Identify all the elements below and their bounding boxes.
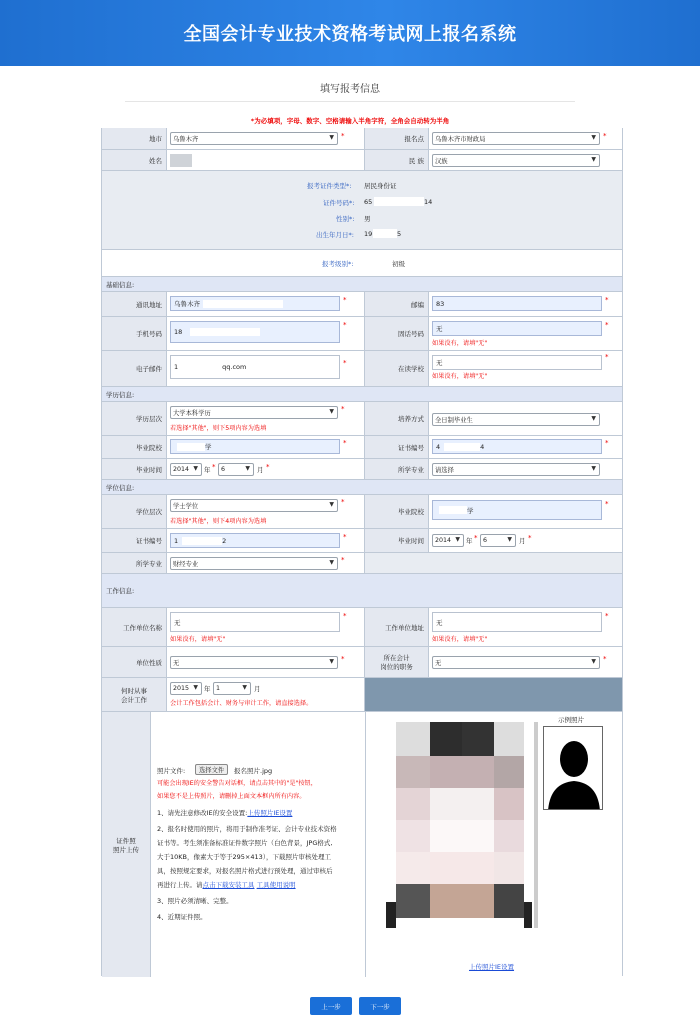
edu-major-label: 所学专业	[364, 459, 428, 479]
edu-school-label: 毕业院校	[102, 436, 166, 458]
deg-cert-label: 证书编号	[102, 529, 166, 552]
unit-addr-input[interactable]: 无	[432, 612, 602, 632]
chevron-down-icon: ▼	[455, 536, 460, 543]
chevron-down-icon: ▼	[329, 559, 334, 566]
edu-level-label: 学历层次	[102, 402, 166, 435]
since-year-select[interactable]: 2015 ▼	[170, 682, 202, 695]
work-section-header: 工作信息:	[102, 573, 622, 607]
title-divider	[125, 101, 575, 102]
edu-level-hint: 若选择"其他"，则下5项内容为选填	[170, 425, 267, 432]
diqu-label: 地市	[102, 128, 166, 149]
since-label: 何时从事 会计工作	[102, 678, 166, 711]
email-input[interactable]: 1 qq.com	[170, 355, 340, 379]
page-header	[0, 0, 700, 66]
minzu-label: 民 族	[364, 150, 428, 170]
mobile-input[interactable]: 18	[170, 321, 340, 343]
chevron-down-icon: ▼	[245, 465, 250, 472]
doc-no-suffix: 14	[424, 198, 433, 206]
doc-type-label: 报考证件类型*:	[307, 182, 352, 190]
prev-step-button[interactable]: 上一步	[310, 997, 352, 1015]
gender-label: 性别*:	[336, 215, 355, 223]
basic-section-header: 基础信息:	[102, 276, 622, 291]
school-hint: 如果没有，请填"无"	[432, 373, 488, 380]
level-label: 报考级别*:	[322, 260, 354, 268]
deg-month-select[interactable]: 6 ▼	[480, 534, 516, 547]
deg-level-label: 学位层次	[102, 495, 166, 528]
next-step-button[interactable]: 下一步	[359, 997, 401, 1015]
edu-year-select[interactable]: 2014 ▼	[170, 463, 202, 476]
chevron-down-icon: ▼	[329, 134, 334, 141]
form-title: 填写报考信息	[320, 84, 380, 95]
sample-photo-label: 示例照片	[558, 716, 584, 724]
chevron-down-icon: ▼	[507, 536, 512, 543]
birth-label: 出生年月日*:	[316, 231, 354, 239]
chevron-down-icon: ▼	[591, 658, 596, 665]
edu-month-select[interactable]: 6 ▼	[218, 463, 254, 476]
doc-no-prefix: 65	[364, 198, 373, 206]
address-label: 通讯地址	[102, 292, 166, 316]
system-title: 全国会计专业技术资格考试网上报名系统	[183, 24, 517, 45]
education-section-header: 学历信息:	[102, 386, 622, 401]
degree-section-header: 学位信息:	[102, 479, 622, 494]
mobile-label: 手机号码	[102, 317, 166, 350]
edu-time-label: 毕业时间	[102, 459, 166, 479]
diqu-select[interactable]: 乌鲁木齐 ▼	[170, 132, 338, 145]
minzu-select[interactable]: 汉族 ▼	[432, 154, 600, 167]
deg-school-label: 毕业院校	[364, 495, 428, 528]
birth-suffix: 5	[397, 230, 402, 238]
doc-no-label: 证件号码*:	[323, 199, 355, 207]
required-notice: *为必填项，字母、数字、空格请输入半角字符，全角会自动转为半角	[250, 117, 450, 125]
deg-time-label: 毕业时间	[364, 529, 428, 552]
chevron-down-icon: ▼	[329, 658, 334, 665]
edu-level-select[interactable]: 大学本科学历 ▼	[170, 406, 338, 419]
nature-label: 单位性质	[102, 647, 166, 677]
edu-major-select[interactable]: 请选择 ▼	[432, 463, 600, 476]
upload-ie-settings-link[interactable]: 上传照片IE设置	[469, 963, 515, 971]
nature-select[interactable]: 无 ▼	[170, 656, 338, 669]
unit-name-input[interactable]: 无	[170, 612, 340, 632]
gender-value: 男	[364, 215, 371, 223]
since-hint: 会计工作包括会计、财务与审计工作，请直接选择。	[170, 700, 313, 707]
sample-photo	[543, 726, 603, 810]
tool-guide-link[interactable]: 工具使用说明	[256, 881, 296, 889]
phone-hint: 如果没有，请填"无"	[432, 340, 488, 347]
school-input[interactable]: 无	[432, 355, 602, 370]
baomingdian-select[interactable]: 乌鲁木齐市财政局 ▼	[432, 132, 600, 145]
edu-mode-select[interactable]: 全日制毕业生 ▼	[432, 413, 600, 426]
photo-label: 证件照 照片上传	[102, 712, 150, 977]
email-label: 电子邮件	[102, 351, 166, 386]
deg-school-input[interactable]: 学	[432, 500, 602, 520]
name-label: 姓名	[102, 150, 166, 170]
chevron-down-icon: ▼	[329, 501, 334, 508]
chevron-down-icon: ▼	[242, 684, 247, 691]
unit-addr-label: 工作单位地址	[364, 608, 428, 646]
chevron-down-icon: ▼	[591, 156, 596, 163]
registration-form: 地市 乌鲁木齐 ▼ * 报名点 乌鲁木齐市财政局 ▼ * 姓名 民 族 汉族 ▼ 报考证件类型*: 居民身份证 证件号码*: 65 14 性别*: 男 出生年月日*: 19 5 报考级别*: 初级 基础信息: 通讯地址 乌鲁木齐 * 邮编 83 * 手机号码 18 * 固话号码 无 * 如果没有，请填"无" 电子邮件 1 qq.com * 在读学校 无 * 如果没有，请填"无" 学历信息: 学历层次 大学本科学历 ▼ * 若选择"其他"，则下5项内容为选填 培养方式 全日制毕业生 ▼ 毕业院校 学 * 证书编号 4 4 * 毕业时间 2014 ▼ 年 * 6 ▼ 月 * 所学专业 请选择 ▼ 学位信息: 学位层次 学士学位 ▼ * 若选择"其他"，则下4项内容为选填 毕业院校 学 * 证书编号 1 2 * 毕业时间 2014 ▼ 年 * 6 ▼ 月 * 所学专业 财经专业 ▼ * 工作信息: 工作单位名称 无 * 如果没有，请填"无" 工作单位地址 无 * 如果没有，请填"无" 单位性质 无 ▼ * 所在会计 岗位的职务 无 ▼ * 何时从事 会计工作 2015 ▼ 年 1 ▼ 月 会计工作包括会计、财务与审计工作，请直接选择。 证件照 照片上传 照片文件: 选择文件 报名照片.jpg 可能会出现IE的安全警告对话框，请点击其中的"是"按钮， 如果您不是上传照片，请删掉上面文本框内所有内容。 1、请先注意修改IE的安全设置:上传照片IE设置 2、报名时使用的照片，将用于制作准考证、会计专业技术资格 证书等。考生须准备标准证件数字照片（白色背景，JPG格式, 大于10KB，像素大于等于295×413），下载照片审核处理工 具，按照规定要求，对报名照片格式进行预处理，通过审核后 再进行上传。请点击下载安装工具 工具使用说明 3、照片必须清晰、完整。 4、近期证件照。 示例照片 上传照片IE设置	[101, 128, 623, 976]
name-value	[170, 154, 192, 167]
download-tool-link[interactable]: 点击下载安装工具	[202, 881, 255, 889]
choose-file-button[interactable]: 选择文件	[195, 764, 228, 775]
since-month-select[interactable]: 1 ▼	[213, 682, 251, 695]
postcode-label: 邮编	[364, 292, 428, 316]
unit-addr-hint: 如果没有，请填"无"	[432, 636, 488, 643]
unit-name-hint: 如果没有，请填"无"	[170, 636, 226, 643]
chevron-down-icon: ▼	[193, 465, 198, 472]
birth-prefix: 19	[364, 230, 373, 238]
identity-block	[102, 170, 622, 249]
post-select[interactable]: 无 ▼	[432, 656, 600, 669]
phone-label: 固话号码	[364, 317, 428, 350]
uploaded-photo	[386, 722, 532, 928]
post-label: 所在会计 岗位的职务	[364, 647, 428, 677]
deg-year-select[interactable]: 2014 ▼	[432, 534, 464, 547]
edu-cert-input[interactable]: 4 4	[432, 439, 602, 454]
ie-settings-link[interactable]: 上传照片IE设置	[247, 809, 293, 817]
postcode-input[interactable]: 83	[432, 296, 602, 311]
chevron-down-icon: ▼	[193, 684, 198, 691]
level-value: 初级	[392, 260, 405, 268]
photo-scrollbar[interactable]	[534, 722, 538, 928]
deg-major-select[interactable]: 财经专业 ▼	[170, 557, 338, 570]
unit-name-label: 工作单位名称	[102, 608, 166, 646]
file-name: 报名照片.jpg	[234, 767, 273, 775]
photo-instructions: 照片文件: 选择文件 报名照片.jpg 可能会出现IE的安全警告对话框，请点击其中的"是"按钮， 如果您不是上传照片，请删掉上面文本框内所有内容。 1、请先注意修改IE的安全设置:上传照片IE设置 2、报名时使用的照片，将用于制作准考证、会计专业技术资格 证书等。考生须准备标准证件数字照片（白色背景，JPG格式, 大于10KB，像素大于等于295×413），下载照片审核处理工 具，按照规定要求，对报名照片格式进行预处理，通过审核后 再进行上传。请点击下载安装工具 工具使用说明 3、照片必须清晰、完整。 4、近期证件照。	[150, 712, 365, 977]
deg-major-label: 所学专业	[102, 553, 166, 573]
chevron-down-icon: ▼	[591, 465, 596, 472]
address-input[interactable]: 乌鲁木齐	[170, 296, 340, 311]
chevron-down-icon: ▼	[591, 415, 596, 422]
baomingdian-label: 报名点	[364, 128, 428, 149]
doc-type-value: 居民身份证	[364, 182, 397, 190]
deg-level-hint: 若选择"其他"，则下4项内容为选填	[170, 518, 267, 525]
edu-mode-label: 培养方式	[364, 402, 428, 435]
deg-level-select[interactable]: 学士学位 ▼	[170, 499, 338, 512]
chevron-down-icon: ▼	[591, 134, 596, 141]
edu-cert-label: 证书编号	[364, 436, 428, 458]
chevron-down-icon: ▼	[329, 408, 334, 415]
edu-school-input[interactable]: 学	[170, 439, 340, 454]
deg-cert-input[interactable]: 1 2	[170, 533, 340, 548]
school-label: 在读学校	[364, 351, 428, 386]
phone-input[interactable]: 无	[432, 321, 602, 336]
